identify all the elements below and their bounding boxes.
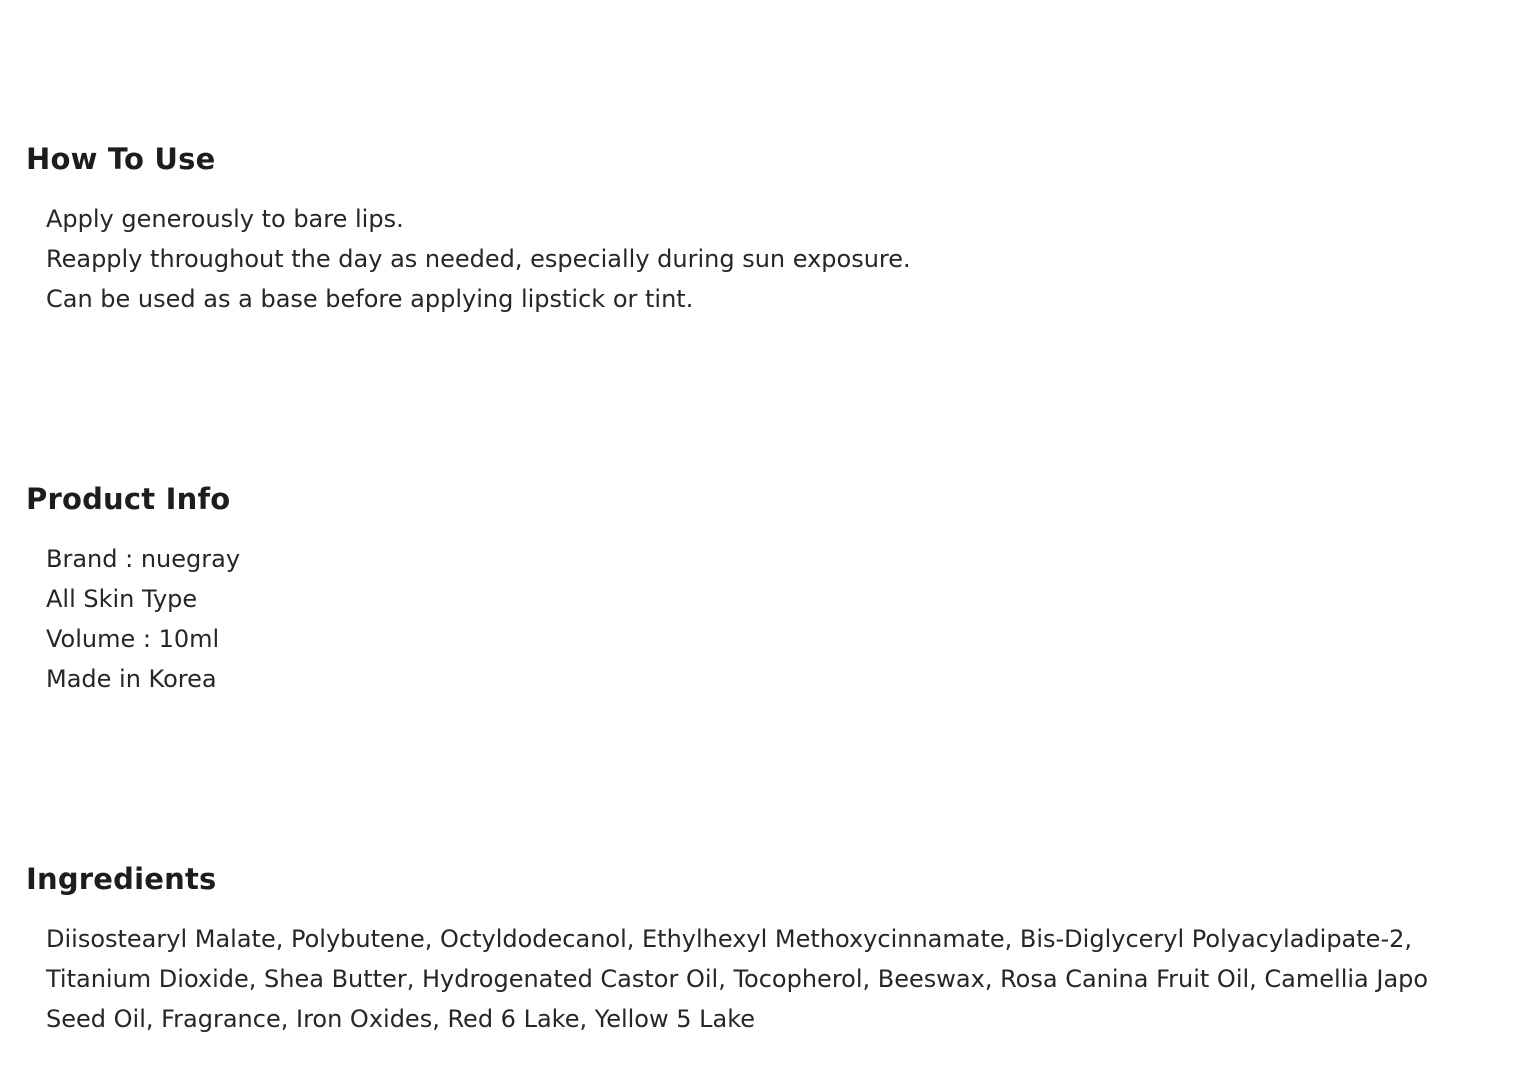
product-info-origin: Made in Korea (46, 665, 217, 693)
product-info-brand: Brand : nuegray (46, 545, 241, 573)
ingredients-line: Diisostearyl Malate, Polybutene, Octyldodecanol, Ethylhexyl Methoxycinnamate, Bis-Diglyceryl Polyacyladipate-2, (46, 925, 1412, 953)
how-to-use-section (26, 141, 1531, 319)
product-info-volume: Volume : 10ml (46, 625, 220, 653)
ingredients-list (46, 919, 1531, 1039)
product-info-heading: Product Info (26, 482, 231, 516)
how-to-use-line: Can be used as a base before applying lipstick or tint. (46, 285, 694, 313)
ingredients-section (26, 861, 1531, 1039)
how-to-use-line: Reapply throughout the day as needed, especially during sun exposure. (46, 245, 911, 273)
product-info-skin-type: All Skin Type (46, 585, 198, 613)
product-info-list (46, 539, 1531, 699)
how-to-use-heading: How To Use (26, 142, 216, 176)
product-info-section (26, 481, 1531, 699)
how-to-use-line: Apply generously to bare lips. (46, 205, 404, 233)
ingredients-line: Seed Oil, Fragrance, Iron Oxides, Red 6 Lake, Yellow 5 Lake (46, 1005, 756, 1033)
ingredients-line: Titanium Dioxide, Shea Butter, Hydrogenated Castor Oil, Tocopherol, Beeswax, Rosa Canina Fruit Oil, Camellia Japo (46, 965, 1429, 993)
ingredients-heading: Ingredients (26, 862, 217, 896)
how-to-use-list (46, 199, 1531, 319)
